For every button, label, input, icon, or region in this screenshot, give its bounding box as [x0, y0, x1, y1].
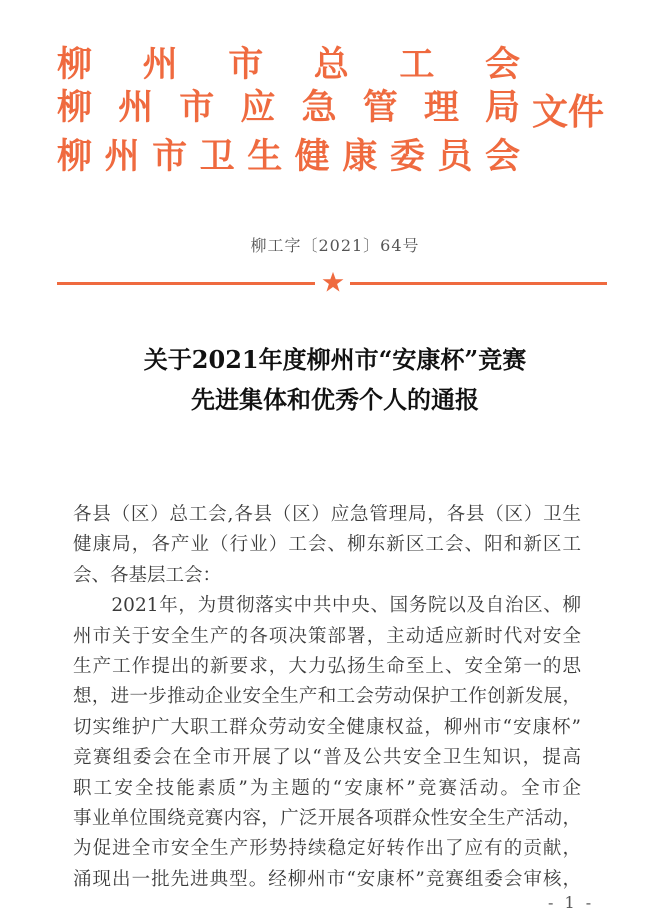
document-title-line-2: 先进集体和优秀个人的通报 — [191, 385, 479, 414]
document-number: 柳工字〔2021〕64号 — [250, 236, 420, 255]
document-title-line-1: 关于2021年度柳州市“安康杯”竞赛 — [143, 345, 527, 374]
star-icon — [322, 271, 344, 293]
body-line: 州市关于安全生产的各项决策部署，主动适应新时代对安全 — [73, 625, 581, 647]
page-number: - 1 - — [548, 893, 595, 912]
body-line: 2021年，为贯彻落实中共中央、国务院以及自治区、柳 — [73, 595, 581, 617]
issuer-health-commission: 柳州市卫生健康委员会 — [57, 137, 520, 177]
body-line: 生产工作提出的新要求，大力弘扬生命至上、安全第一的思 — [73, 656, 581, 677]
body-line: 竞赛组委会在全市开展了以“普及公共安全卫生知识，提高 — [73, 747, 581, 769]
red-divider-left — [57, 282, 315, 285]
body-line: 职工安全技能素质”为主题的“安康杯”竞赛活动。全市企 — [73, 777, 581, 799]
body-line: 想，进一步推动企业安全生产和工会劳动保护工作创新发展， — [73, 686, 581, 708]
body-line: 健康局，各产业（行业）工会、柳东新区工会、阳和新区工 — [73, 534, 581, 556]
body-line: 涌现出一批先进典型。经柳州市“安康杯”竞赛组委会审核， — [73, 868, 581, 890]
issuer-emergency-management-bureau: 柳州市应急管理局 — [57, 88, 520, 128]
issuer-federation-of-trade-unions: 柳州市总工会 — [57, 45, 520, 85]
document-suffix: 文件 — [532, 92, 605, 133]
body-line: 会、各基层工会： — [73, 564, 222, 586]
body-line: 为促进全市安全生产形势持续稳定好转作出了应有的贡献， — [73, 838, 581, 860]
body-line: 各县（区）总工会,各县（区）应急管理局，各县（区）卫生 — [73, 504, 581, 525]
red-divider-right — [350, 282, 607, 285]
body-line: 切实维护广大职工群众劳动安全健康权益，柳州市“安康杯” — [73, 716, 581, 738]
body-line: 事业单位围绕竞赛内容，广泛开展各项群众性安全生产活动， — [73, 808, 581, 829]
